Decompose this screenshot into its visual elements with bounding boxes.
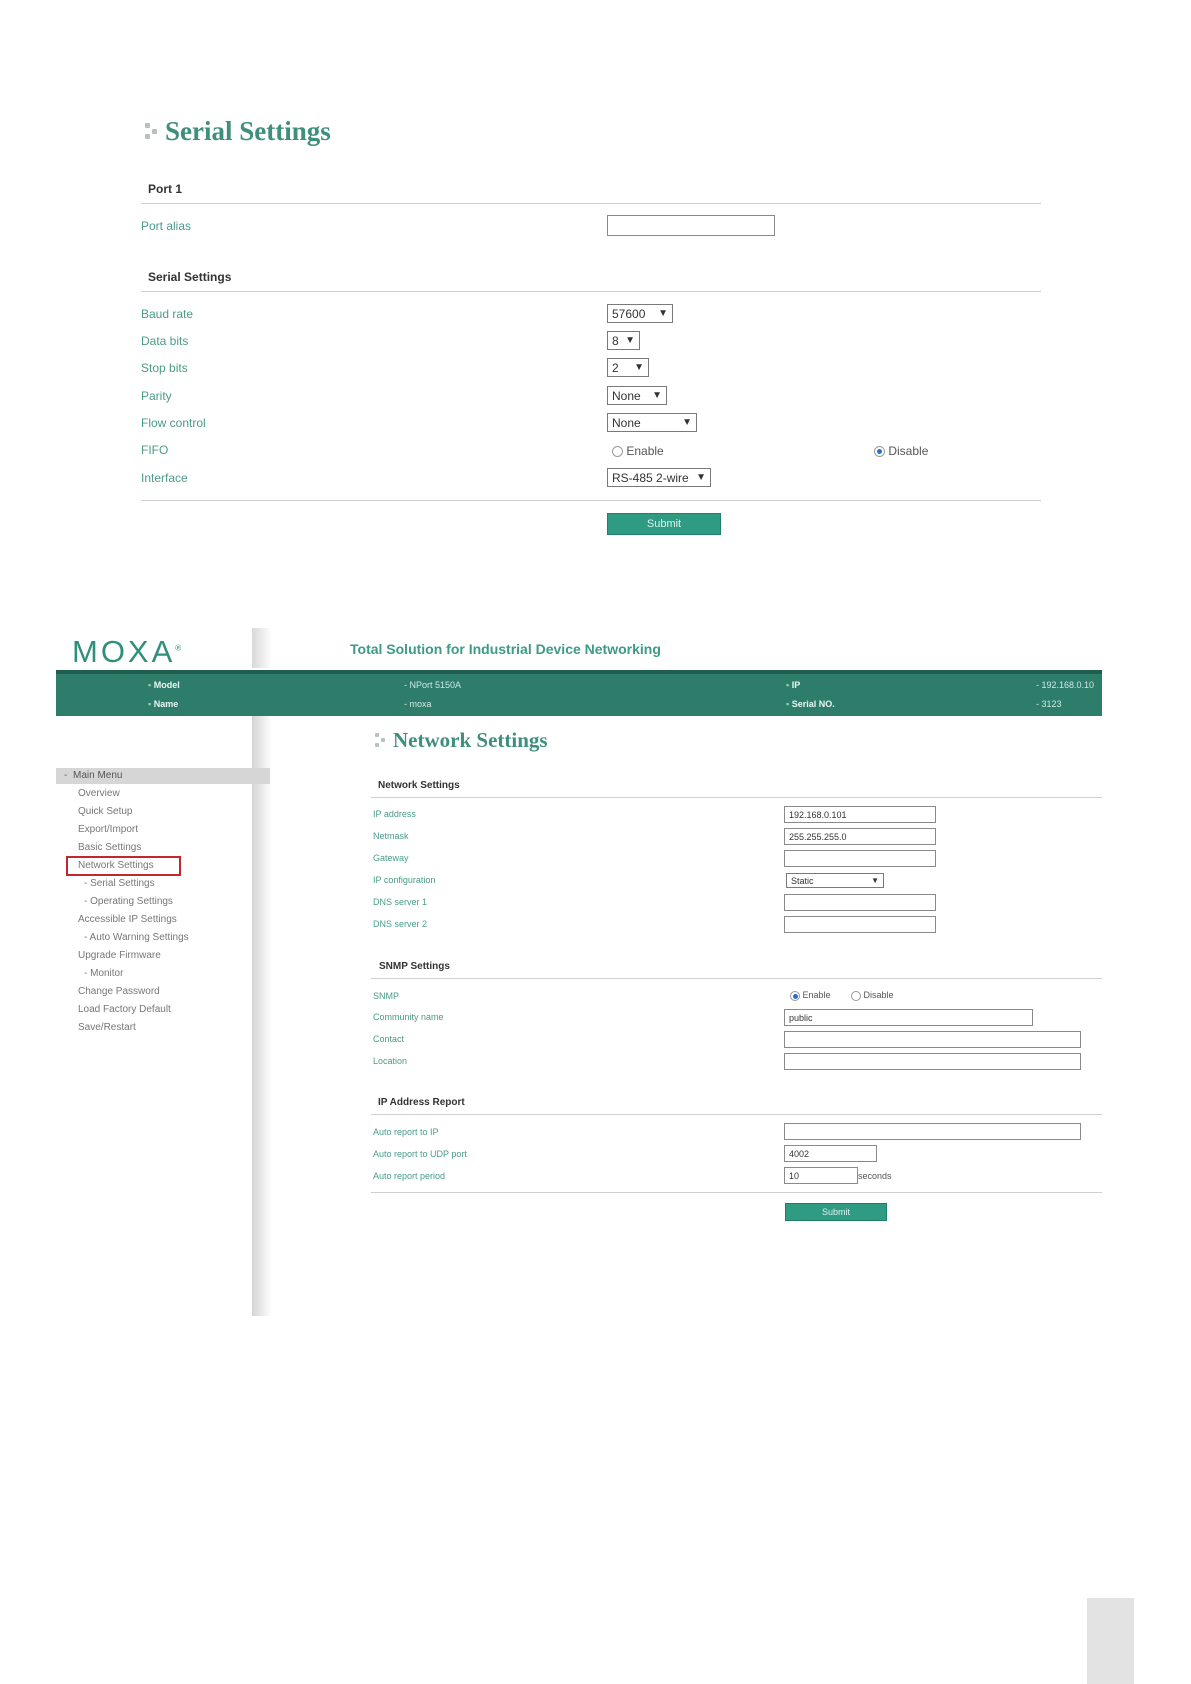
parity-label: Parity [141, 389, 172, 403]
sidebar-item-accessible-ip[interactable]: Accessible IP Settings [78, 914, 177, 925]
stop-bits-value: 2 [612, 360, 619, 375]
sidebar-menu [78, 788, 258, 1040]
netmask-label: Netmask [373, 831, 409, 841]
stop-bits-select[interactable] [607, 358, 649, 377]
flow-control-label: Flow control [141, 416, 206, 430]
location-label: Location [373, 1056, 408, 1066]
chevron-down-icon: ▼ [682, 417, 692, 428]
snmp-enable-option[interactable] [790, 990, 831, 1001]
divider [141, 500, 1041, 501]
baud-rate-value: 57600 [612, 306, 646, 321]
sidebar-item-overview[interactable]: Overview [78, 788, 120, 799]
sidebar-item-network-settings-label: Network Settings [78, 860, 154, 871]
moxa-logo: MOXA® [72, 634, 185, 669]
logo-shadow [252, 628, 272, 668]
parity-select[interactable] [607, 386, 667, 405]
netmask-input[interactable]: 255.255.255.0 [784, 828, 936, 845]
serial-no-label: ▪ Serial NO. [786, 699, 835, 709]
chevron-down-icon: ▼ [634, 362, 644, 373]
snmp-enable-text: Enable [802, 990, 831, 1000]
device-info-bar [56, 670, 1102, 716]
title-dots-icon [145, 121, 161, 143]
main-menu-header-text: Main Menu [73, 770, 123, 781]
parity-value: None [612, 388, 641, 403]
snmp-enable-radio[interactable] [790, 991, 800, 1001]
location-input[interactable] [784, 1053, 1081, 1070]
ip-configuration-label: IP configuration [373, 875, 436, 885]
highlight-box [66, 856, 181, 876]
sidebar-item-network-settings[interactable] [78, 860, 258, 878]
serial-section-header: Serial Settings [148, 270, 232, 284]
data-bits-value: 8 [612, 333, 619, 348]
fifo-enable-radio[interactable] [612, 446, 623, 457]
name-label-text: Name [153, 699, 179, 709]
model-value: - NPort 5150A [404, 680, 462, 690]
network-page-title-text: Network Settings [393, 728, 548, 752]
serial-submit-button[interactable]: Submit [607, 513, 721, 535]
ip-report-section-header: IP Address Report [378, 1097, 465, 1108]
fifo-disable-radio[interactable] [874, 446, 885, 457]
community-name-input[interactable]: public [784, 1009, 1033, 1026]
gateway-label: Gateway [373, 853, 409, 863]
ip-label: ▪ IP [786, 680, 801, 690]
network-submit-button[interactable]: Submit [785, 1203, 887, 1221]
divider [141, 203, 1041, 204]
serial-no-value: - 3123 [1036, 699, 1062, 709]
sidebar-item-serial-settings[interactable]: - Serial Settings [84, 878, 155, 889]
auto-report-ip-input[interactable] [784, 1123, 1081, 1140]
port-alias-input[interactable] [607, 215, 775, 236]
dns-server-1-input[interactable] [784, 894, 936, 911]
fifo-disable-option[interactable] [874, 444, 928, 458]
interface-value: RS-485 2-wire [612, 470, 689, 485]
chevron-down-icon: ▼ [696, 472, 706, 483]
snmp-disable-text: Disable [863, 990, 894, 1000]
flow-control-value: None [612, 415, 641, 430]
contact-label: Contact [373, 1034, 405, 1044]
page-title-text: Serial Settings [165, 116, 331, 146]
divider [371, 1114, 1102, 1115]
name-value: - moxa [404, 699, 432, 709]
ip-configuration-value: Static [791, 875, 814, 886]
auto-report-udp-label: Auto report to UDP port [373, 1149, 467, 1159]
moxa-logo-text: MOXA [72, 634, 176, 669]
sidebar-item-save-restart[interactable]: Save/Restart [78, 1022, 136, 1033]
sidebar-item-load-factory-default[interactable]: Load Factory Default [78, 1004, 171, 1015]
page-tab-marker [1087, 1598, 1134, 1684]
data-bits-select[interactable] [607, 331, 640, 350]
divider [371, 797, 1102, 798]
flow-control-select[interactable] [607, 413, 697, 432]
network-page-title [375, 728, 548, 753]
sidebar-item-quick-setup[interactable]: Quick Setup [78, 806, 133, 817]
dns-server-2-input[interactable] [784, 916, 936, 933]
snmp-disable-radio[interactable] [851, 991, 861, 1001]
chevron-down-icon: ▼ [652, 390, 662, 401]
sidebar-item-auto-warning[interactable]: - Auto Warning Settings [84, 932, 189, 943]
model-label-text: Model [153, 680, 180, 690]
sidebar-item-change-password[interactable]: Change Password [78, 986, 160, 997]
divider [371, 1192, 1102, 1193]
contact-input[interactable] [784, 1031, 1081, 1048]
ip-configuration-select[interactable] [786, 873, 884, 888]
network-section-header: Network Settings [378, 780, 460, 791]
divider [141, 291, 1041, 292]
stop-bits-label: Stop bits [141, 361, 188, 375]
dns-server-2-label: DNS server 2 [373, 919, 428, 929]
auto-report-udp-input[interactable]: 4002 [784, 1145, 877, 1162]
tagline: Total Solution for Industrial Device Networking [350, 641, 661, 657]
port-header: Port 1 [148, 182, 183, 196]
model-label: ▪ Model [148, 680, 180, 690]
community-name-label: Community name [373, 1012, 444, 1022]
fifo-label: FIFO [141, 443, 169, 457]
divider [371, 978, 1102, 979]
snmp-section-header: SNMP Settings [379, 961, 450, 972]
fifo-enable-option[interactable] [612, 444, 664, 458]
gateway-input[interactable] [784, 850, 936, 867]
snmp-label: SNMP [373, 991, 400, 1001]
dns-server-1-label: DNS server 1 [373, 897, 428, 907]
serial-no-label-text: Serial NO. [791, 699, 835, 709]
chevron-down-icon: ▼ [625, 335, 635, 346]
auto-report-ip-label: Auto report to IP [373, 1127, 439, 1137]
port-alias-label: Port alias [141, 219, 192, 233]
sidebar-item-basic-settings[interactable]: Basic Settings [78, 842, 142, 853]
name-label: ▪ Name [148, 699, 179, 709]
data-bits-label: Data bits [141, 334, 189, 348]
ip-address-input[interactable]: 192.168.0.101 [784, 806, 936, 823]
auto-report-period-label: Auto report period [373, 1171, 446, 1181]
chevron-down-icon: ▼ [658, 308, 668, 319]
title-dots-icon [375, 732, 389, 750]
baud-rate-select[interactable] [607, 304, 673, 323]
ip-address-label: IP address [373, 809, 416, 819]
fifo-enable-text: Enable [626, 444, 664, 458]
auto-report-period-input[interactable]: 10 [784, 1167, 858, 1184]
page-title [145, 116, 331, 147]
sidebar-item-monitor[interactable]: - Monitor [84, 968, 124, 979]
seconds-unit: seconds [858, 1171, 892, 1181]
snmp-disable-option[interactable] [851, 990, 894, 1001]
sidebar-item-export-import[interactable]: Export/Import [78, 824, 139, 835]
main-menu-header[interactable]: - Main Menu [56, 768, 270, 784]
ip-label-text: IP [791, 680, 801, 690]
ip-value: - 192.168.0.10 [1036, 680, 1095, 690]
fifo-disable-text: Disable [888, 444, 929, 458]
sidebar-item-operating-settings[interactable]: - Operating Settings [84, 896, 173, 907]
interface-select[interactable] [607, 468, 711, 487]
baud-rate-label: Baud rate [141, 307, 194, 321]
sidebar-item-upgrade-firmware[interactable]: Upgrade Firmware [78, 950, 161, 961]
chevron-down-icon: ▼ [871, 876, 879, 885]
interface-label: Interface [141, 471, 188, 485]
